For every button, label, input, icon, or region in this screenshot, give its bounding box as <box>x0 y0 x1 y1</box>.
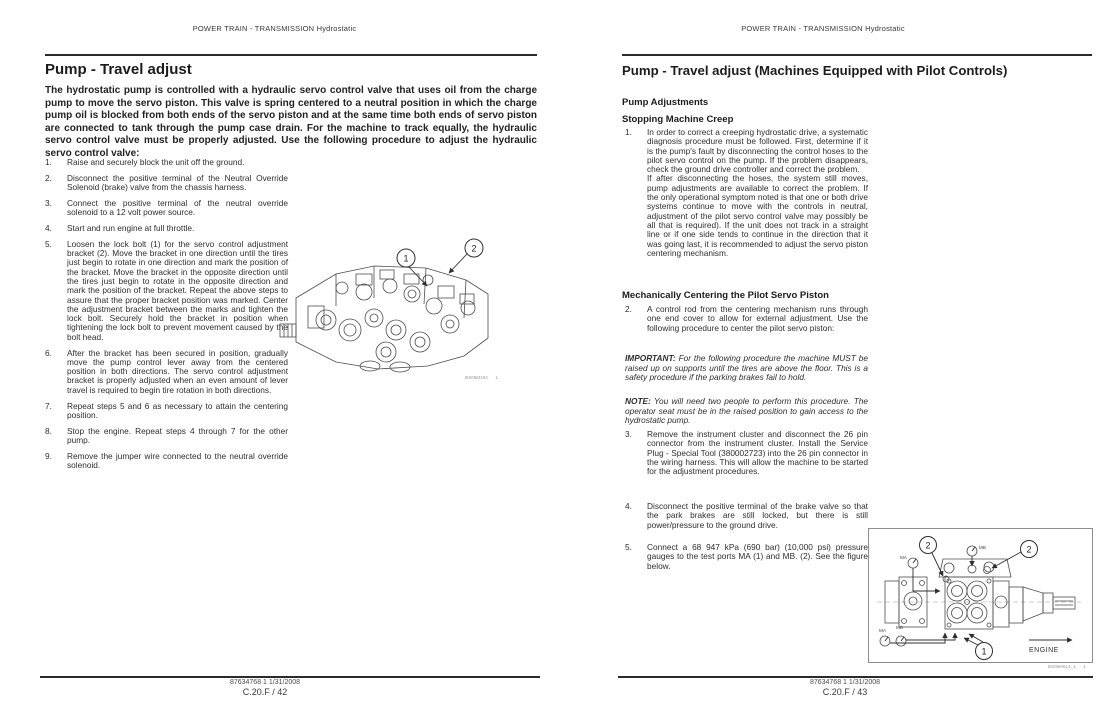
step-item <box>45 224 288 233</box>
step-item <box>45 452 288 471</box>
procedure-step-list <box>45 158 288 477</box>
footer-rule <box>40 676 540 678</box>
pump-body-art <box>280 266 488 372</box>
step-text <box>647 128 868 258</box>
step-number: 7. <box>45 400 52 411</box>
step-item <box>625 128 868 265</box>
callout-1-number: 1 <box>403 253 409 264</box>
page-footer <box>0 679 530 697</box>
callout-2a-leader <box>932 553 943 576</box>
step-text: Disconnect the positive terminal of the Neutral Override Solenoid (brake) valve from the chassis harness. <box>67 172 288 193</box>
pilot-pump-line-drawing <box>869 529 1092 662</box>
step-text: Stop the engine. Repeat steps 4 through 7 for the other pump. <box>67 425 288 445</box>
figure-caption: BS06M194 1 <box>465 375 498 380</box>
step-number: 3. <box>625 429 632 439</box>
callout-1-leader-b <box>969 634 983 642</box>
step-item <box>45 349 288 395</box>
callout-1-number: 1 <box>981 646 987 657</box>
pump-line-drawing <box>278 236 508 382</box>
step-number: 5. <box>625 542 632 552</box>
important-note <box>625 354 868 383</box>
callout-1-leader-a <box>964 638 978 645</box>
pump-body-art <box>885 559 1075 629</box>
step-number: 3. <box>45 197 52 208</box>
step-item <box>45 240 288 342</box>
figure-caption: BS06M614_1 1 <box>1047 664 1086 669</box>
step-text: A control rod from the centering mechanism runs through one end cover to allow for external adjustment. Use the following procedure to center the pilot servo piston: <box>647 304 868 333</box>
step-paragraph: If after disconnecting the hoses, the system still moves, pump adjustments are available to correct the problem. If the only operational symptom noted is that one or both drive systems continue to move with the controls in neutral, adjustment of the pilot servo control valve may possibly be all that is required). If the unit does not track in a straight line or if one side tends to continue in the direction that it was going last, it is recommended to adjust the servo piston centering mechanism. <box>647 173 868 258</box>
note-label: NOTE: <box>625 396 651 406</box>
step-item <box>625 430 868 483</box>
running-header: POWER TRAIN - TRANSMISSION Hydrostatic <box>192 24 357 33</box>
important-label: IMPORTANT: <box>625 353 676 363</box>
step-text: Disconnect the positive terminal of the brake valve so that the park brakes are still locked, but there is still power/pressure to the ground drive. <box>647 501 868 530</box>
pump-diagram-left <box>278 236 508 382</box>
step-text: Loosen the lock bolt (1) for the servo control adjustment bracket (2). Move the bracket in one direction until the tires just begin to rotate in one direction and mark the position of the bracket. Move the bracket in the opposite direction until the tires just begin to rotate in the opposite direction and mark the position of the bracket. Repeat the above steps to assure that the proper bracket position was marked. Center the adjustment bracket between the marks and tighten the lock bolt. Securely hold the bracket in position when tightening the lock bolt to prevent movement caused by the bolt head. <box>67 238 288 342</box>
callout-2-number: 2 <box>471 243 477 254</box>
callout-2b-number: 2 <box>1026 544 1032 555</box>
step-text: Raise and securely block the unit off the ground. <box>67 157 245 167</box>
gauge-label-mb-top: MB <box>979 545 986 550</box>
step-item <box>45 158 288 167</box>
page-title: Pump - Travel adjust (Machines Equipped with Pilot Controls) <box>622 63 1008 78</box>
step-number: 8. <box>45 425 52 436</box>
step-text: Start and run engine at full throttle. <box>67 222 195 233</box>
gauge-label-ma-bottom: MA <box>879 628 886 633</box>
step-item <box>45 199 288 218</box>
gauge-label-mb-bottom: MB <box>896 625 903 630</box>
step-number: 4. <box>625 501 632 511</box>
footer-doc-number: 87634768 1 1/31/2008 <box>229 679 301 686</box>
footer-rule <box>618 676 1093 678</box>
step-number: 1. <box>625 127 632 137</box>
right-page <box>549 0 1097 716</box>
step-paragraph: In order to correct a creeping hydrostatic drive, a systematic diagnosis procedure must be followed. First, determine if it is the pump's fault by disconnecting the control hoses to the pilot servo control on the pump. If the problem disappears, check the ground drive controller and correct the problem. <box>647 127 868 175</box>
footer-doc-number: 87634768 1 1/31/2008 <box>809 679 881 686</box>
step-number: 4. <box>45 222 52 233</box>
step-text: Connect the positive terminal of the neutral override solenoid to a 12 volt power source. <box>67 197 288 218</box>
engine-label: ENGINE <box>1029 647 1059 654</box>
pressure-gauge-icons <box>880 546 977 646</box>
step-item <box>625 543 868 577</box>
important-text: For the following procedure the machine MUST be raised up on supports until the tires are above the floor. This is a safety procedure if the parking brakes fail to hold. <box>625 353 868 383</box>
step-text: After the bracket has been secured in position, gradually move the pump control lever away from the centered position in both directions. The servo control adjustment bracket is properly adjusted when an even amount of lever travel is required to begin tire rotation in both directions. <box>67 347 288 395</box>
callout-2a-number: 2 <box>925 540 931 551</box>
footer-page-number: C.20.F / 42 <box>242 687 288 697</box>
step-item <box>625 305 868 339</box>
step-text: Remove the jumper wire connected to the neutral override solenoid. <box>67 450 288 471</box>
subtitle-pump-adjustments: Pump Adjustments <box>622 97 709 108</box>
callout-2-leader <box>449 254 467 273</box>
note-text: You will need two people to perform this procedure. The operator seat must be in the raised position to gain access to the hydrostatic pump. <box>625 396 868 426</box>
step-number: 2. <box>45 172 52 183</box>
gauge-label-ma-left: MA <box>900 555 907 560</box>
page-title: Pump - Travel adjust <box>45 61 192 78</box>
header-rule <box>622 54 1092 56</box>
step-text: Repeat steps 5 and 6 as necessary to attain the centering position. <box>67 400 288 420</box>
section-stopping-machine-creep: Stopping Machine Creep <box>622 114 734 125</box>
step-item <box>45 427 288 446</box>
note <box>625 397 868 426</box>
running-header: POWER TRAIN - TRANSMISSION Hydrostatic <box>741 24 905 33</box>
step-number: 1. <box>45 157 52 167</box>
step-number: 9. <box>45 450 52 461</box>
step-text: Remove the instrument cluster and disconnect the 26 pin connector from the instrument cluster. Install the Service Plug - Special Tool (380002723) into the 26 pin connector in the wiring harness. This will allow the machine to be started for the adjustment procedures. <box>647 429 868 477</box>
step-text: Connect a 68 947 kPa (690 bar) (10,000 psi) pressure gauges to the test ports MA (1) and MB. (2). See the figure below. <box>647 542 868 571</box>
step-item <box>45 402 288 421</box>
page-footer <box>598 679 1092 697</box>
step-item <box>45 174 288 193</box>
step-number: 6. <box>45 347 52 358</box>
step-number: 2. <box>625 304 632 314</box>
pump-diagram-right <box>868 528 1093 663</box>
footer-page-number: C.20.F / 43 <box>822 687 868 697</box>
intro-paragraph: The hydrostatic pump is controlled with a hydraulic servo control valve that uses oil from the charge pump to move the servo piston. This valve is spring centered to a neutral position in which the charge pump oil is blocked from both ends of the servo piston and at the same time both ends of servo piston are connected to tank through the pump case drain. For the machine to track equally, the hydraulic servo control valve must be properly adjusted. Use the following procedure to adjust the hydraulic servo control valve: <box>45 85 537 159</box>
header-rule <box>45 54 537 56</box>
step-number: 5. <box>45 238 52 249</box>
callout-2b-leader <box>992 552 1021 568</box>
step-item <box>625 502 868 536</box>
section-mechanically-centering: Mechanically Centering the Pilot Servo Piston <box>622 290 829 301</box>
